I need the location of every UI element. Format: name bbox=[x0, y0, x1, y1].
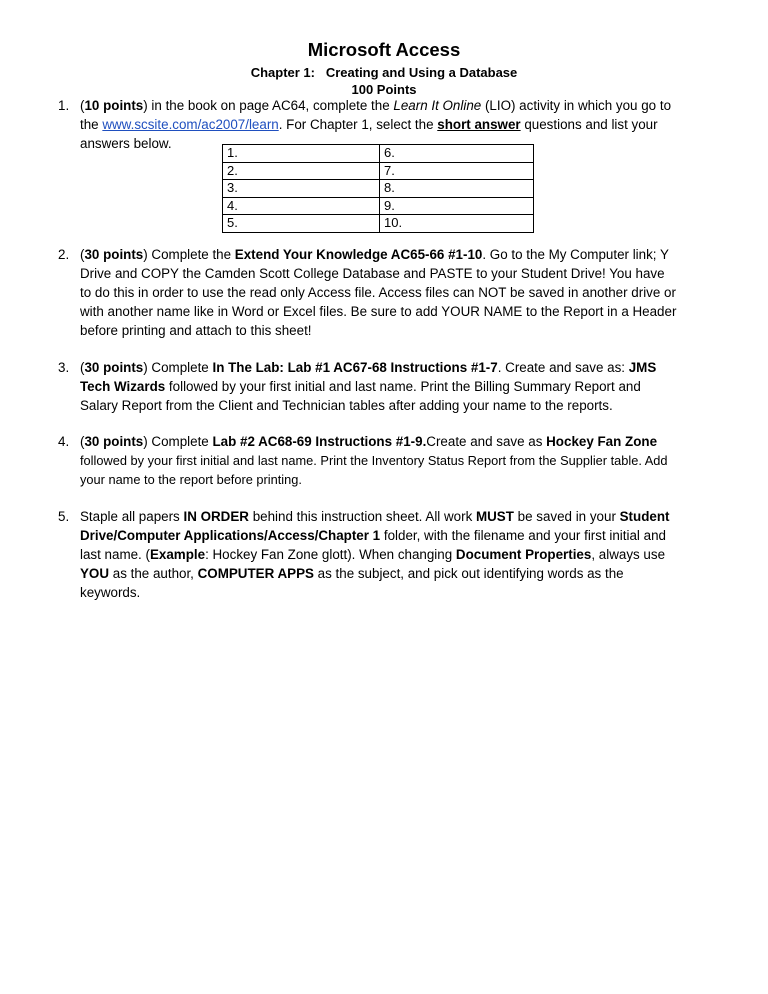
question-number: 5. bbox=[58, 509, 70, 524]
text: ) Complete bbox=[143, 434, 213, 449]
bold-text: Lab #2 AC68-69 Instructions #1-9. bbox=[212, 434, 427, 449]
bold-text: Document Properties bbox=[455, 547, 592, 562]
answer-cell: 7. bbox=[380, 162, 534, 180]
short-answer-emphasis: short answer bbox=[437, 117, 521, 132]
bold-text: Extend Your Knowledge AC65-66 #1-10 bbox=[234, 247, 483, 262]
points-label: 30 points bbox=[84, 360, 144, 375]
text: ( bbox=[80, 247, 85, 262]
text: as the subject, and pick out identifying words as the keywords. bbox=[80, 566, 624, 600]
italic-text: Learn It Online bbox=[393, 98, 482, 113]
question-number: 2. bbox=[58, 247, 70, 262]
answer-cell: 10. bbox=[380, 215, 534, 233]
bold-text: Student Drive/Computer Applications/Access/Chapter 1 bbox=[80, 509, 670, 543]
text: ) Complete the bbox=[143, 247, 235, 262]
answer-cell: 8. bbox=[380, 180, 534, 198]
bold-text: JMS Tech Wizards bbox=[80, 360, 657, 394]
question-3 bbox=[58, 358, 678, 415]
page-title: Microsoft Access bbox=[307, 39, 461, 60]
points-label: 10 points bbox=[84, 98, 144, 113]
question-5 bbox=[58, 507, 678, 602]
table-row bbox=[223, 145, 534, 163]
text: followed by your first initial and last name. Print the Billing Summary Report and Salary Report from the Client and Technician tables after adding your name to the reports. bbox=[80, 379, 641, 413]
table-row bbox=[223, 215, 534, 233]
bold-text: In The Lab: Lab #1 AC67-68 Instructions #1-7 bbox=[212, 360, 498, 375]
answers-table bbox=[222, 144, 534, 233]
text: be saved in your bbox=[513, 509, 620, 524]
text: . Go to the My Computer link; Y Drive and COPY the Camden Scott College Database and PASTE to your Student Drive! You have to do this in order to use the read only Access file. Access files can NOT be saved in another drive or with another name like in Word or Excel files. Be sure to add YOUR NAME to the Report in a Header before printing and attach to this sheet! bbox=[80, 247, 677, 338]
text: folder, with the filename and your first initial and last name. ( bbox=[80, 528, 666, 562]
learn-link[interactable]: www.scsite.com/ac2007/learn bbox=[102, 117, 279, 132]
answer-cell: 9. bbox=[380, 197, 534, 215]
text: as the author, bbox=[109, 566, 198, 581]
text: ) Complete bbox=[143, 360, 213, 375]
text: Staple all papers bbox=[80, 509, 184, 524]
page-subtitle bbox=[0, 64, 768, 98]
points-heading: 100 Points bbox=[351, 82, 417, 97]
table-row bbox=[223, 162, 534, 180]
answer-cell: 1. bbox=[223, 145, 380, 163]
text: . Create and save as: bbox=[497, 360, 629, 375]
points-label: 30 points bbox=[84, 247, 144, 262]
question-number: 3. bbox=[58, 360, 70, 375]
text: ( bbox=[80, 98, 85, 113]
answer-cell: 3. bbox=[223, 180, 380, 198]
answer-cell: 5. bbox=[223, 215, 380, 233]
points-label: 30 points bbox=[84, 434, 144, 449]
question-number: 1. bbox=[58, 98, 70, 113]
text: , always use bbox=[591, 547, 666, 562]
text: ( bbox=[80, 434, 85, 449]
answer-cell: 6. bbox=[380, 145, 534, 163]
chapter-heading: Chapter 1: Creating and Using a Database bbox=[250, 65, 518, 80]
bold-text: IN ORDER bbox=[183, 509, 249, 524]
text: : Hockey Fan Zone glott). When changing bbox=[205, 547, 456, 562]
bold-text: COMPUTER APPS bbox=[197, 566, 314, 581]
question-number: 4. bbox=[58, 434, 70, 449]
question-4 bbox=[58, 432, 678, 489]
text: followed by your first initial and last name. Print the Inventory Status Report from the Supplier table. Add your name to the report before printing. bbox=[80, 453, 668, 487]
bold-text: Example bbox=[149, 547, 206, 562]
bold-text: Hockey Fan Zone bbox=[546, 434, 658, 449]
question-2 bbox=[58, 245, 678, 340]
text: questions and list your answers below. bbox=[80, 117, 658, 151]
table-row bbox=[223, 197, 534, 215]
text: . For Chapter 1, select the bbox=[278, 117, 438, 132]
text: ) in the book on page AC64, complete the bbox=[143, 98, 394, 113]
text: behind this instruction sheet. All work bbox=[248, 509, 476, 524]
bold-text: YOU bbox=[80, 566, 110, 581]
answers-table-body bbox=[223, 145, 534, 233]
bold-text: MUST bbox=[475, 509, 514, 524]
answer-cell: 4. bbox=[223, 197, 380, 215]
answer-cell: 2. bbox=[223, 162, 380, 180]
text: (LIO) activity in which you go to the bbox=[80, 98, 672, 132]
text: Create and save as bbox=[426, 434, 547, 449]
text: ( bbox=[80, 360, 85, 375]
table-row bbox=[223, 180, 534, 198]
